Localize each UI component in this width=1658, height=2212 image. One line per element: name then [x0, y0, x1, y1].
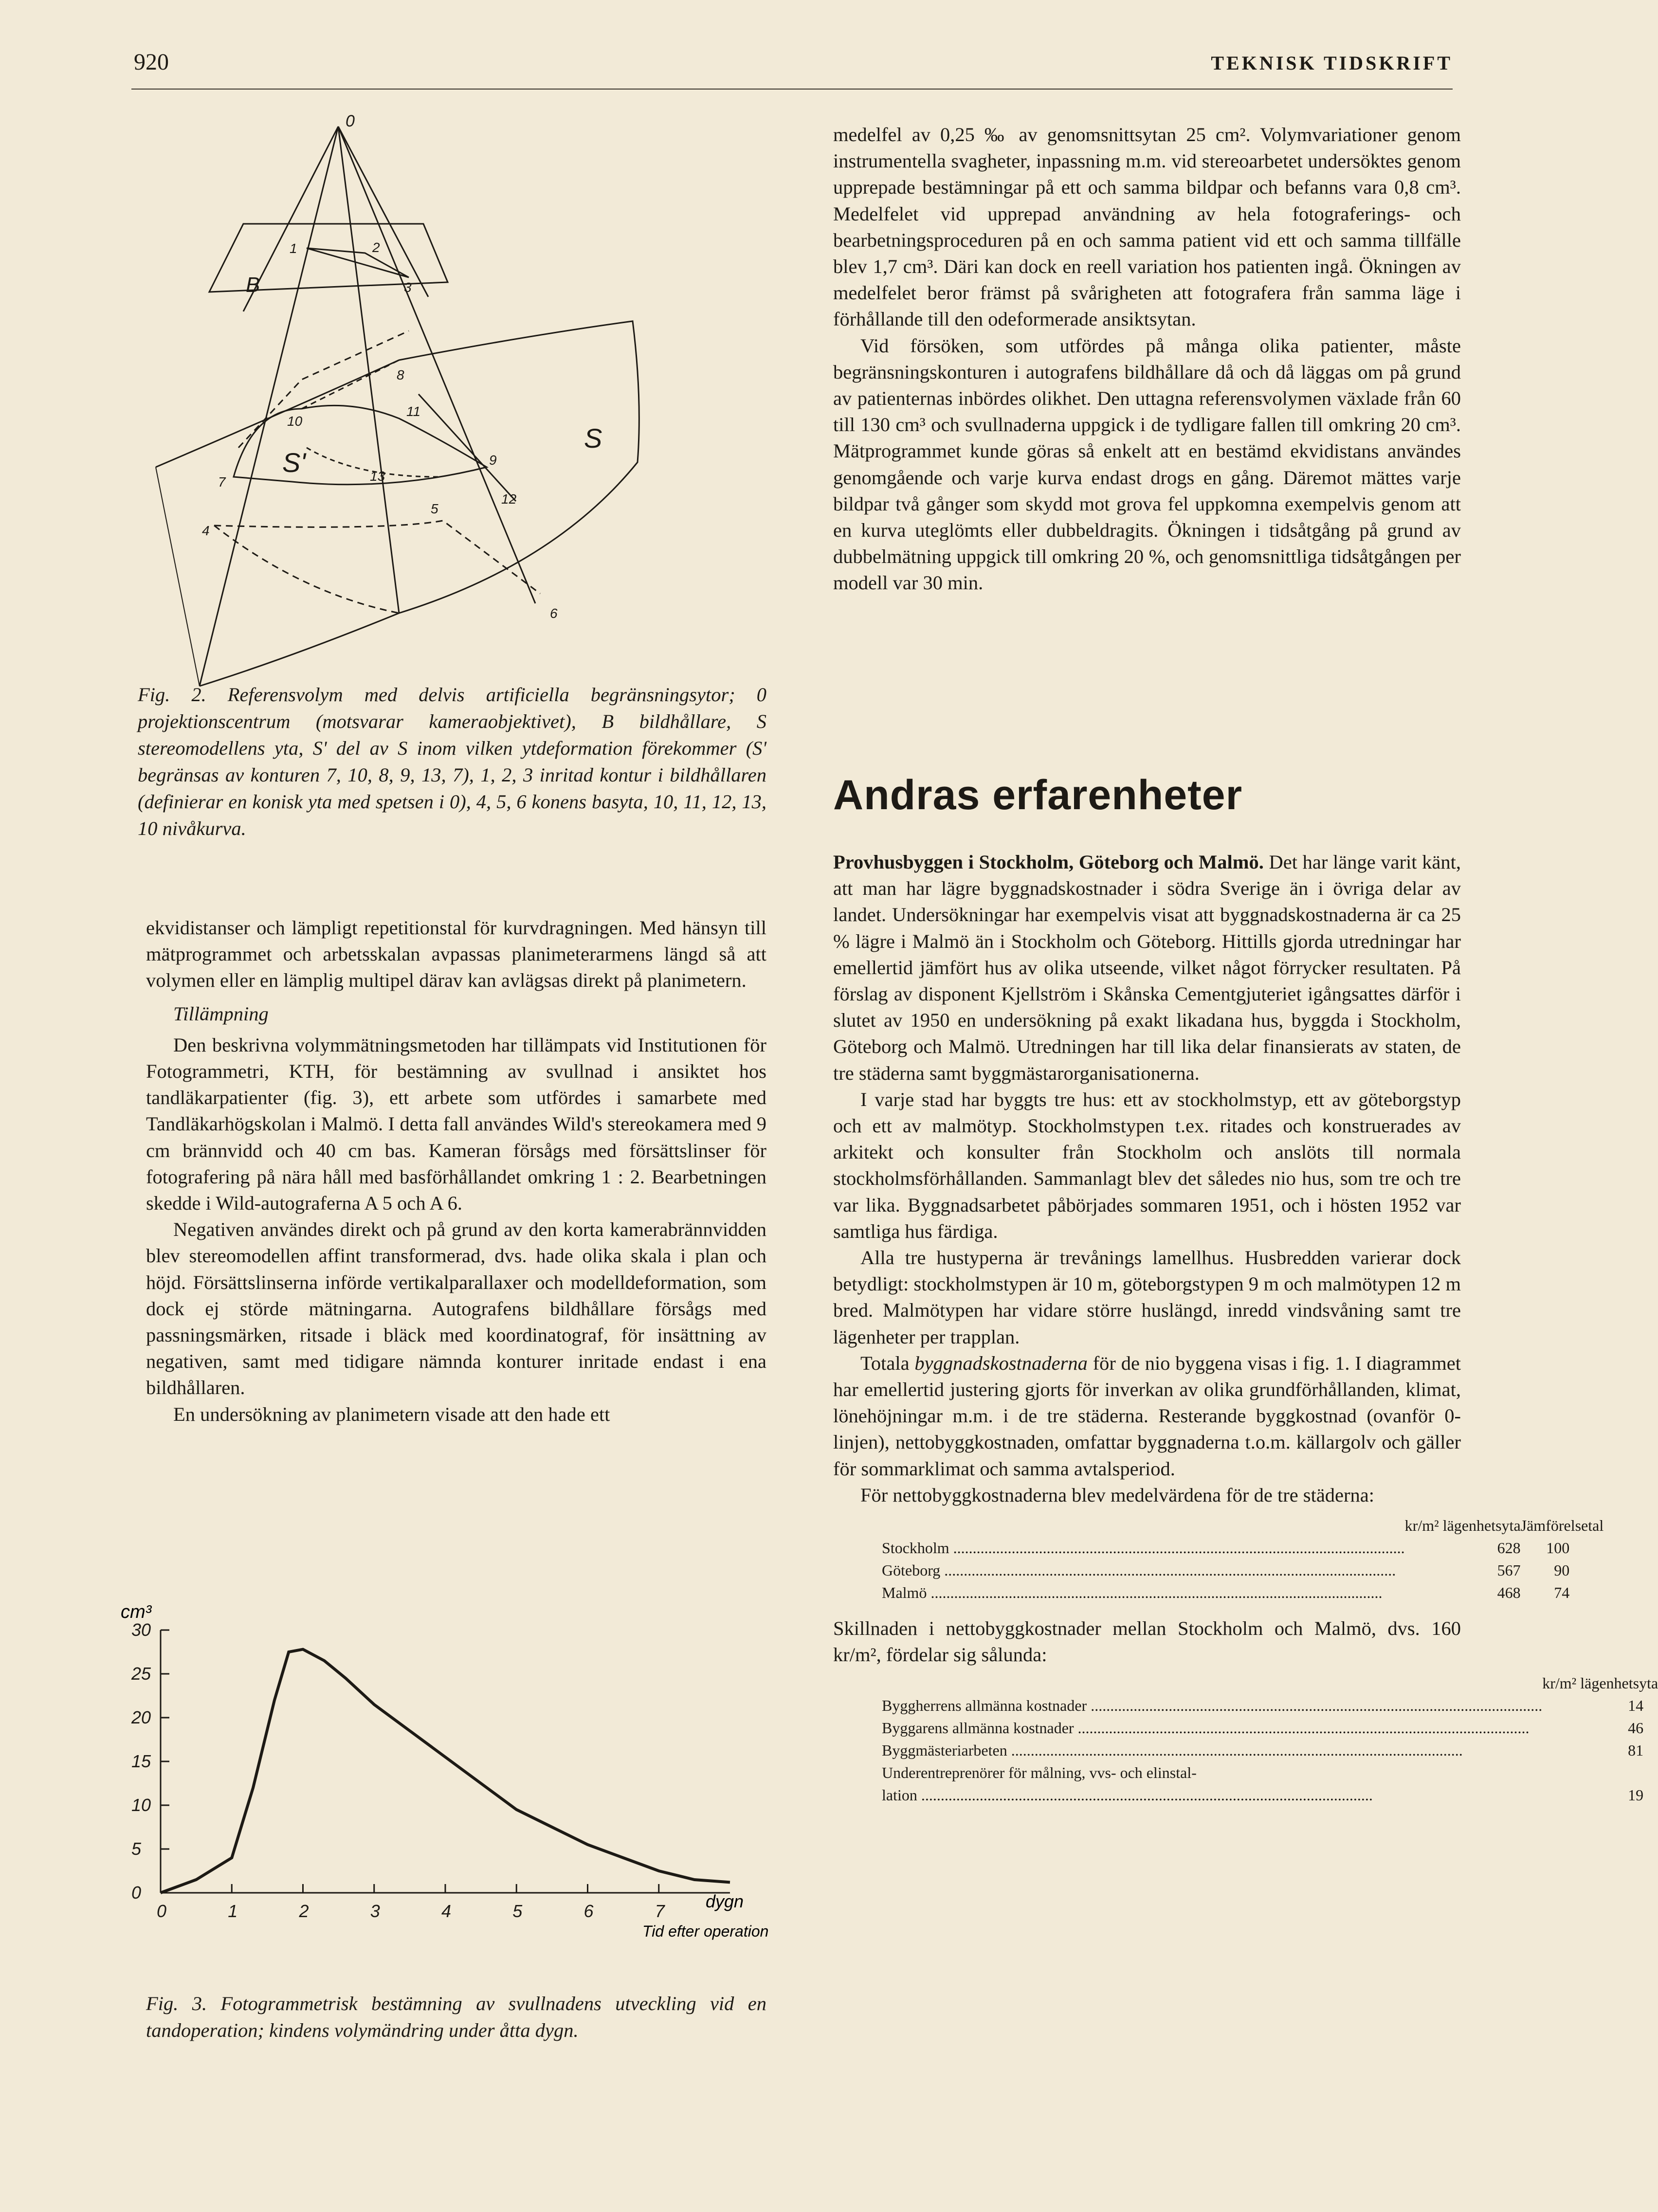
image-holder-plane: [209, 224, 448, 292]
table-row: [833, 1694, 1658, 1717]
table-cell: 100: [1546, 1539, 1570, 1557]
difference-table: [833, 1672, 1658, 1806]
fig2-label: 8: [397, 367, 404, 382]
fig2-label: 4: [202, 523, 210, 538]
y-tick-label: 5: [131, 1839, 142, 1859]
text-span: Totala: [860, 1352, 915, 1374]
right-column-top: [833, 122, 1461, 597]
fig2-diagram: [146, 107, 662, 691]
y-tick-label: 25: [131, 1664, 151, 1684]
paragraph: För nettobyggkostnaderna blev medelvärdena för de tre städerna:: [860, 1484, 1374, 1506]
y-tick-label: 10: [131, 1795, 151, 1815]
paragraph-with-emphasis: [833, 1350, 1461, 1482]
fig2-label: 13: [370, 469, 385, 484]
table-cell: 81: [1628, 1741, 1644, 1759]
table-cell: 567: [1497, 1561, 1521, 1579]
x-axis-unit: dygn: [706, 1891, 744, 1911]
column-header: kr/m² lägenhetsyta: [1542, 1674, 1658, 1692]
x-tick-label: 6: [583, 1901, 594, 1921]
cost-item: Byggmästeriarbeten .....: [882, 1739, 1542, 1761]
cone-base: [214, 521, 540, 594]
y-tick-label: 20: [131, 1707, 151, 1727]
fig2-label: 12: [501, 491, 517, 507]
page-number: 920: [134, 49, 169, 75]
holder-contour: [307, 248, 409, 277]
fig3-caption: Fig. 3. Fotogrammetrisk bestämning av svullnadens utveckling vid en tandoperation; kindens volymändring under åtta dygn.: [146, 1993, 766, 2041]
table-row: [833, 1559, 1603, 1581]
table-cell: 46: [1628, 1719, 1644, 1737]
paragraph: Negativen användes direkt och på grund av den korta kamerabrännvidden blev stereomodellen affint transformerad, dvs. hade olika skala i plan och höjd. Försättslinserna införde vertikalparallaxer och modelldeformation, som dock ej störde mätningarna. Autografens bildhållare försågs med passningsmärken, ritsade i bläck med koordinatograf, för insättning av negativen, samt med tidigare nämnda konturer inritade endast i ena bildhållaren.: [146, 1218, 766, 1399]
article-heading: Provhusbyggen i Stockholm, Göteborg och Malmö.: [833, 851, 1264, 873]
fig2-label: 9: [489, 453, 497, 468]
section-title: Andras erfarenheter: [833, 772, 1243, 818]
x-tick-label: 5: [512, 1901, 523, 1921]
y-tick-label: 0: [131, 1883, 142, 1903]
fig2-label: S: [584, 423, 602, 453]
fig2-label: S': [282, 447, 306, 478]
fig2-label: 5: [431, 501, 438, 516]
x-tick-label: 7: [655, 1901, 665, 1921]
series-line: [161, 1650, 730, 1893]
fig2-label: 2: [372, 240, 380, 255]
x-tick-label: 0: [157, 1901, 167, 1921]
x-tick-label: 2: [299, 1901, 309, 1921]
y-tick-label: 15: [131, 1751, 151, 1771]
fig2-caption: Fig. 2. Referensvolym med delvis artificiella begränsningsytor; 0 projektionscentrum (motsvarar kameraobjektivet), B bildhållare, S stereomodellens yta, S' del av S inom vilken ytdeformation förekommer (S' begränsas av konturen 7, 10, 8, 9, 13, 7), 1, 2, 3 inritad kontur i bildhållaren (definierar en konisk yta med spetsen i 0), 4, 5, 6 konens basyta, 10, 11, 12, 13, 10 nivåkurva.: [138, 684, 766, 839]
column-header: Jämförelsetal: [1520, 1517, 1604, 1535]
fig3-chart: [107, 1601, 779, 1971]
table-row: [833, 1739, 1658, 1761]
fig2-label: 11: [406, 404, 421, 419]
cone-base: [214, 526, 399, 613]
paragraph: En undersökning av planimetern visade att den hade ett: [173, 1403, 610, 1425]
hidden-edge: [238, 331, 409, 448]
fig2-label: 7: [218, 474, 226, 490]
y-axis-unit: cm³: [121, 1602, 152, 1622]
city-name: Stockholm .....: [882, 1537, 1405, 1559]
paragraph: Den beskrivna volymmätningsmetoden har tillämpats vid Institutionen för Fotogrammetri, KTH, för bestämning av svullnad i ansiktet hos tandläkarpatienter (fig. 3), ett arbete som utfördes i samarbete med Tandläkarhögskolan i Malmö. I detta fall användes Wild's stereokamera med 9 cm brännvidd och 40 cm bas. Kameran försågs med försättslinser för fotografering på nära håll med basförhållandet omkring 1 : 2. Bearbetningen skedde i Wild-autograferna A 5 och A 6.: [146, 1033, 766, 1215]
hidden-edge: [302, 360, 399, 409]
paragraph: Skillnaden i nettobyggkostnader mellan Stockholm och Malmö, dvs. 160 kr/m², fördelar sig sålunda:: [833, 1617, 1461, 1666]
paragraph: I varje stad har byggts tre hus: ett av stockholmstyp, ett av göteborgstyp och ett av malmötyp. Stockholmstypen t.ex. ritades och konstruerades av arkitekt och konsulter från Stockholm och anslöts till normala stockholmsförhållanden. Sammanlagt blev det således nio hus, som tre och tre var lika. Byggnadsarbetet påbörjades sommaren 1951, och i hösten 1952 var samtliga hus färdiga.: [833, 1088, 1461, 1242]
fig2-label: 1: [290, 241, 297, 256]
paragraph: Vid försöken, som utfördes på många olika patienter, måste begränsningskonturen i autografens bildhållare då och då läggas om på grund av patienternas inbördes olikhet. Den uttagna referensvolymen växlade från 60 till 130 cm³ och svullnaderna uppgick i de tydligare fallen till omkring 20 cm³. Mätprogrammet kunde göras så enkelt att en bestämd ekvidistans användes genomgående och varje kurva endast drogs en gång. Däremot mättes varje bildpar två gånger som skydd mot grova fel uppkomna exempelvis genom att en kurva uteglömts eller dubbeldragits. Ökningen i tidsåtgång på grund av dubbelmätning uppgick till omkring 20 %, och genomsnittliga tidsåtgången per modell var 30 min.: [833, 334, 1461, 594]
table-cell: 14: [1628, 1697, 1644, 1715]
cost-table: [833, 1514, 1603, 1604]
table-cell: 628: [1497, 1539, 1521, 1557]
header-rule: [131, 89, 1453, 90]
table-cell: 19: [1628, 1786, 1644, 1804]
paragraph: Det har länge varit känt, att man har lägre byggnadskostnader i södra Sverige än i övriga delar av landet. Undersökningar har exempelvis visat att byggnadskostnaderna är ca 25 % lägre i Malmö än i Stockholm och Göteborg. Hittills gjorda utredningar har emellertid jämfört hus av olika utseende, vilket något förrycker resultaten. På förslag av disponent Kjellström i Skånska Cementgjuteriet igångsattes därför i slutet av 1950 en undersökning på exakt likadana hus, byggda i Stockholm, Göteborg och Malmö. Utredningen har till lika delar finansierats av staten, de tre städerna samt byggmästarorganisationerna.: [833, 851, 1461, 1084]
table-row: [833, 1537, 1603, 1559]
table-row: [833, 1761, 1658, 1784]
city-name: Malmö .....: [882, 1581, 1405, 1604]
table-row: [833, 1717, 1658, 1739]
ray-line: [338, 127, 428, 297]
deformation-region: [234, 405, 487, 484]
table-cell: 74: [1554, 1584, 1570, 1602]
right-column-lower: [833, 849, 1658, 1806]
paragraph: Alla tre hustyperna är trevånings lamellhus. Husbredden varierar dock betydligt: stockholmstypen är 10 m, göteborgstypen 9 m och malmötypen 12 m bred. Malmötypen har vidare större huslängd, inredd vindsvåning samt tre lägenheter per trapplan.: [833, 1247, 1461, 1348]
x-tick-label: 1: [228, 1901, 238, 1921]
table-cell: 468: [1497, 1584, 1521, 1602]
y-tick-label: 30: [131, 1620, 151, 1640]
x-tick-label: 4: [441, 1901, 452, 1921]
table-row: [833, 1784, 1658, 1806]
cost-item: Byggherrens allmänna kostnader .....: [882, 1694, 1542, 1717]
hidden-edge: [419, 394, 516, 501]
paragraph: ekvidistanser och lämpligt repetitionstal för kurvdragningen. Med hänsyn till mätprogrammet och arbetsskalan avpassas planimeterarmens längd så att volymen eller en lämplig multipel därav kan avlägsas direkt på planimetern.: [146, 917, 766, 992]
paragraph: medelfel av 0,25 ‰ av genomsnittsytan 25 cm². Volymvariationer genom instrumentella svagheter, inpassning m.m. vid stereoarbetet undersöktes genom upprepade bestämningar på ett och samma bildpar och befanns vara 0,8 cm³. Medelfelet vid upprepad användning av hela fotograferings- och bearbetningsproceduren på en och samma patient vid ett och samma tillfälle blev 1,7 cm³. Däri kan dock en reell variation hos patienten ingå. Ökningen av medelfelet beror främst på svårigheten att fotografera från samma läge i förhållande till den odeformerade ansiktsytan.: [833, 124, 1461, 330]
left-column: [146, 915, 766, 1428]
table-row: [833, 1581, 1603, 1604]
journal-title: TEKNISK TIDSKRIFT: [1211, 52, 1453, 74]
fig2-label: 6: [550, 606, 558, 621]
emphasis: byggnadskostnaderna: [914, 1352, 1088, 1374]
column-header: kr/m² lägenhetsyta: [1404, 1517, 1521, 1535]
fig2-label: 10: [287, 414, 303, 429]
x-axis-label: Tid efter operation: [642, 1922, 769, 1940]
cost-item: lation .....: [882, 1784, 1542, 1806]
subheading: Tillämpning: [173, 1002, 269, 1025]
text-span: för de nio byggena visas i fig. 1. I diagrammet har emellertid justering gjorts för inverkan av olika grundförhållanden, klimat, lönehöjningar m.m. i de tre städerna. Resterande byggkostnad (ovanför 0-linjen), nettobyggkostnaden, omfattar byggnaderna t.o.m. källargolv och gäller för sommarklimat och samma avtalsperiod.: [833, 1352, 1461, 1480]
table-cell: 90: [1554, 1561, 1570, 1579]
city-name: Göteborg .....: [882, 1559, 1405, 1581]
cost-item: Underentreprenörer för målning, vvs- och elinstal-: [882, 1764, 1197, 1782]
x-tick-label: 3: [370, 1901, 380, 1921]
surface-edge: [156, 467, 200, 686]
fig2-label: 0: [346, 112, 355, 130]
fig2-label: B: [246, 273, 260, 297]
cost-item: Byggarens allmänna kostnader .....: [882, 1717, 1542, 1739]
fig2-label: 3: [404, 280, 412, 295]
